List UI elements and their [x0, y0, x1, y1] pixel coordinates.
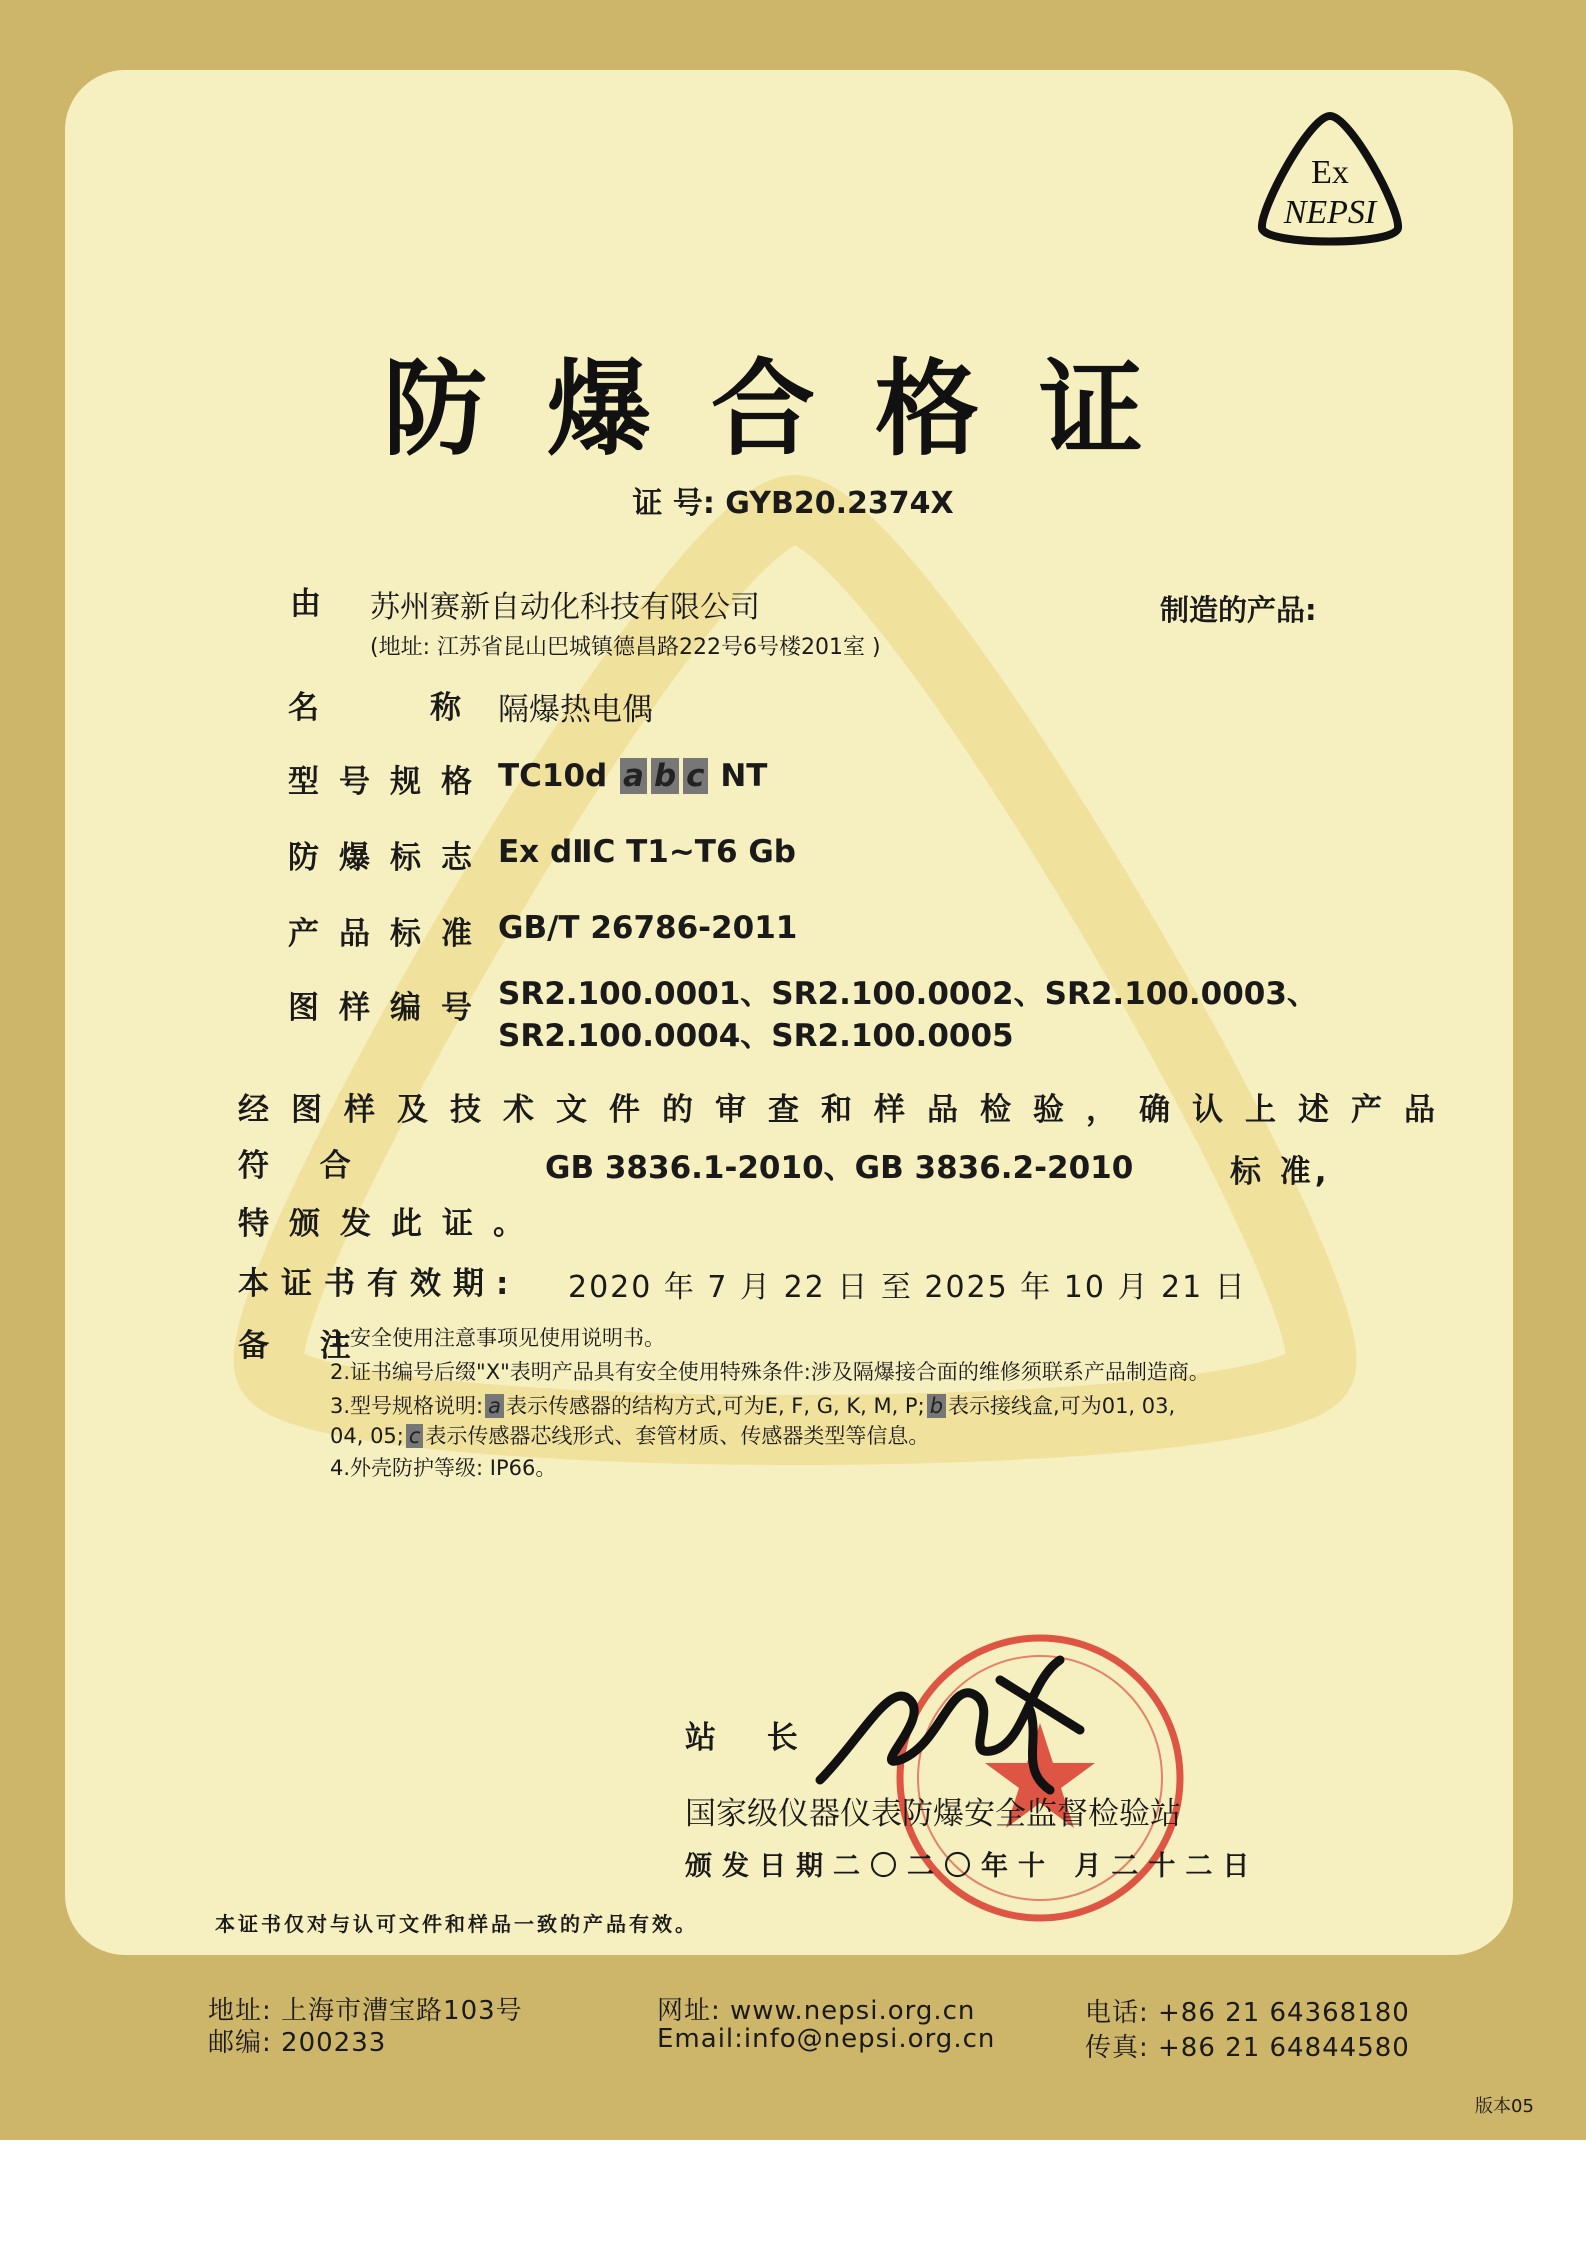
validity-label: 本证书有效期: — [238, 1266, 521, 1302]
footer-fax: 传真: +86 21 64844580 — [1085, 2033, 1410, 2063]
product-name: 隔爆热电偶 — [498, 692, 653, 728]
note-3-line2-post: 表示传感器芯线形式、套管材质、传感器类型等信息。 — [425, 1424, 930, 1448]
company-address: (地址: 江苏省昆山巴城镇德昌路222号6号楼201室 ) — [370, 635, 881, 660]
standard-word: 标 准, — [1230, 1154, 1331, 1190]
footer-email: Email:info@nepsi.org.cn — [657, 2024, 996, 2054]
model-code-c: c — [683, 758, 707, 794]
model-prefix: TC10d — [498, 758, 608, 794]
logo-nepsi: NEPSI — [1283, 194, 1377, 231]
note-3-mid1: 表示传感器的结构方式,可为E, F, G, K, M, P; — [506, 1394, 925, 1418]
model-value — [498, 758, 767, 794]
note-3-line2-pre: 04, 05; — [330, 1424, 404, 1448]
certificate-title: 防爆合格证 — [382, 348, 1203, 470]
issuer-label: 由 — [290, 586, 341, 622]
validity-note: 本证书仅对与认可文件和样品一致的产品有效。 — [215, 1912, 698, 1936]
note-2: 2.证书编号后缀"X"表明产品具有安全使用特殊条件:涉及隔爆接合面的维修须联系产品制造商。 — [330, 1360, 1210, 1384]
note-4: 4.外壳防护等级: IP66。 — [330, 1456, 557, 1480]
model-label: 型号规格 — [288, 764, 492, 800]
model-suffix: NT — [720, 758, 768, 794]
statement-line3: 特颁发此证。 — [238, 1206, 544, 1242]
handwritten-signature — [800, 1640, 1090, 1800]
note-3-line1 — [330, 1390, 1175, 1420]
conform-standards: GB 3836.1-2010、GB 3836.2-2010 — [545, 1150, 1134, 1186]
nepsi-logo-icon — [1250, 108, 1410, 258]
issue-date: 颁发日期二〇二〇年十 月二十二日 — [685, 1851, 1260, 1882]
footer-address: 地址: 上海市漕宝路103号 — [208, 1996, 523, 2026]
standard-value: GB/T 26786-2011 — [498, 910, 798, 946]
footer-website: 网址: www.nepsi.org.cn — [657, 1996, 976, 2026]
standard-label: 产品标准 — [288, 916, 492, 952]
name-label-a: 名 — [288, 690, 339, 726]
drawing-line2: SR2.100.0004、SR2.100.0005 — [498, 1018, 1014, 1054]
cert-number-value: GYB20.2374X — [725, 486, 954, 521]
statement-line1: 经图样及技术文件的审查和样品检验，确认上述产品 — [238, 1092, 1457, 1128]
company-name: 苏州赛新自动化科技有限公司 — [370, 590, 760, 625]
ex-marking-label: 防爆标志 — [288, 840, 492, 876]
cert-number-label: 证 号: — [632, 486, 715, 521]
footer-postcode: 邮编: 200233 — [208, 2028, 387, 2058]
logo-ex: Ex — [1311, 154, 1349, 191]
version-label: 版本05 — [1475, 2096, 1534, 2117]
conform-label: 符 合 — [238, 1148, 371, 1184]
name-label-b: 称 — [430, 690, 481, 726]
organization-name: 国家级仪器仪表防爆安全监督检验站 — [685, 1796, 1181, 1832]
validity-value: 2020 年 7 月 22 日 至 2025 年 10 月 21 日 — [568, 1270, 1247, 1305]
note-3-line2 — [330, 1420, 929, 1450]
product-label: 制造的产品: — [1160, 593, 1317, 627]
note-3-prefix: 3.型号规格说明: — [330, 1394, 484, 1418]
note-3-mid2: 表示接线盒,可为01, 03, — [948, 1394, 1176, 1418]
note-3-code-b: b — [927, 1394, 946, 1418]
drawing-line1: SR2.100.0001、SR2.100.0002、SR2.100.0003、 — [498, 976, 1318, 1012]
ex-marking-value: Ex dⅡC T1~T6 Gb — [498, 834, 796, 870]
drawing-label: 图样编号 — [288, 990, 492, 1026]
model-code-b: b — [651, 758, 679, 794]
footer-phone: 电话: +86 21 64368180 — [1085, 1998, 1410, 2028]
notes-label: 备 注 — [238, 1328, 371, 1364]
cert-number — [0, 478, 1586, 522]
note-3-code-a: a — [485, 1394, 504, 1418]
note-3-code-c: c — [406, 1424, 424, 1448]
model-code-a: a — [620, 758, 647, 794]
station-chief-label: 站 长 — [685, 1720, 818, 1756]
note-1: 1.安全使用注意事项见使用说明书。 — [330, 1326, 666, 1350]
